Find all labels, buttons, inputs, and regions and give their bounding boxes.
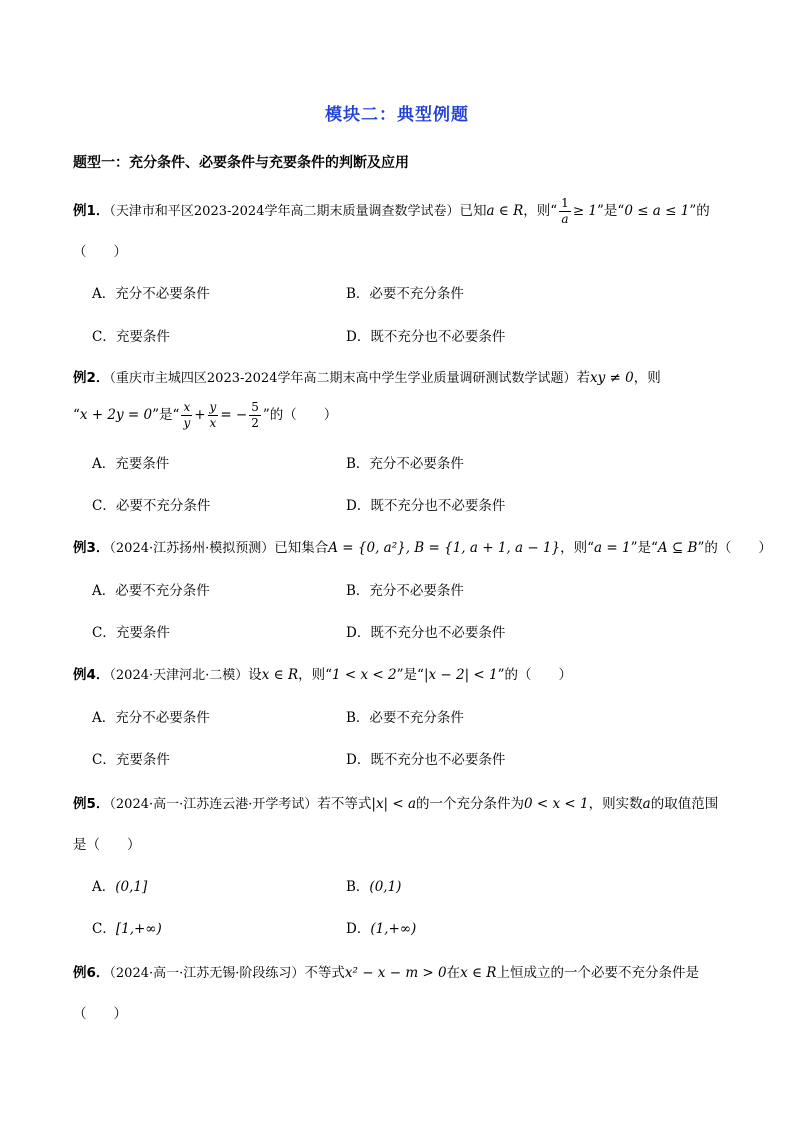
question-5-stem: 例5．（2024·高一·江苏连云港·开学考试）若不等式|x| < a的一个充分条件为0 < x < 1，则实数a的取值范围 [73,796,719,812]
question-5-label: 例5． [73,796,110,812]
question-2-option-c[interactable]: C．必要不充分条件 [92,498,211,514]
question-4-option-d[interactable]: D．既不充分也不必要条件 [346,752,506,768]
question-5-option-b[interactable]: B．(0,1) [346,879,402,895]
fraction: $\frac{5}{2}$ [251,400,259,430]
question-4-label: 例4． [73,667,110,683]
question-1-option-d[interactable]: D．既不充分也不必要条件 [346,329,506,345]
question-1-label: 例1． [73,203,110,219]
question-6-label: 例6． [73,965,110,981]
question-6-stem: 例6．（2024·高一·江苏无锡·阶段练习）不等式x² − x − m > 0在x ∈ R上恒成立的一个必要不充分条件是 [73,965,699,981]
question-3-label: 例3． [73,540,110,556]
question-1-option-a[interactable]: A．充分不必要条件 [92,286,210,302]
question-2-option-d[interactable]: D．既不充分也不必要条件 [346,498,506,514]
question-4-option-c[interactable]: C．充要条件 [92,752,170,768]
question-3-stem: 例3．（2024·江苏扬州·模拟预测）已知集合A = {0, a²}, B = {1, a + 1, a − 1}，则“a = 1”是“A ⊆ B”的（ ） [73,540,772,556]
question-2-stem-line2: “x + 2y = 0”是“ $\frac{x}{y}$ + $\frac{y}{x}$ = − $\frac{5}{2}$ ”的（ ） [73,400,338,430]
question-4-source: （2024·天津河北·二模） [109,668,249,683]
question-5-source: （2024·高一·江苏连云港·开学考试） [109,797,318,812]
fraction: $\frac{1}{a}$ [561,196,569,226]
question-2-label: 例2． [73,370,110,386]
question-3-source: （2024·江苏扬州·模拟预测） [109,541,275,556]
question-3-option-c[interactable]: C．充要条件 [92,625,170,641]
question-4-option-a[interactable]: A．充分不必要条件 [92,710,210,726]
question-3-option-d[interactable]: D．既不充分也不必要条件 [346,625,506,641]
question-5-option-a[interactable]: A．(0,1] [92,879,148,895]
question-1-option-b[interactable]: B．必要不充分条件 [346,286,464,302]
question-5-option-c[interactable]: C．[1,+∞) [92,921,162,937]
question-6-paren: （ ） [73,1006,127,1022]
question-2-option-a[interactable]: A．充要条件 [92,456,170,472]
question-6-source: （2024·高一·江苏无锡·阶段练习） [109,966,305,981]
fraction: $\frac{x}{y}$ [183,400,191,430]
question-4-option-b[interactable]: B．必要不充分条件 [346,710,464,726]
question-4-stem: 例4．（2024·天津河北·二模）设x ∈ R，则“1 < x < 2”是“|x − 2| < 1”的（ ） [73,667,573,683]
question-3-option-b[interactable]: B．充分不必要条件 [346,583,464,599]
page-title: 模块二：典型例题 [325,105,469,125]
question-1-paren: （ ） [73,244,127,260]
question-5-option-d[interactable]: D．(1,+∞) [346,921,417,937]
question-2-source: （重庆市主城四区2023-2024学年高二期末高中学生学业质量调研测试数学试题） [109,371,577,386]
question-5-paren: 是（ ） [73,837,141,853]
question-1-option-c[interactable]: C．充要条件 [92,329,170,345]
question-3-option-a[interactable]: A．必要不充分条件 [92,583,210,599]
section-heading: 题型一：充分条件、必要条件与充要条件的判断及应用 [73,155,409,171]
fraction: $\frac{y}{x}$ [209,400,217,430]
question-2-option-b[interactable]: B．充分不必要条件 [346,456,464,472]
question-1-stem: 例1．（天津市和平区2023-2024学年高二期末质量调查数学试卷）已知a ∈ R，则“ $\frac{1}{a}$ ≥ 1”是“0 ≤ a ≤ 1”的 [73,196,710,226]
question-2-stem: 例2．（重庆市主城四区2023-2024学年高二期末高中学生学业质量调研测试数学试题）若xy ≠ 0，则 [73,370,661,386]
question-1-source: （天津市和平区2023-2024学年高二期末质量调查数学试卷） [109,204,460,219]
